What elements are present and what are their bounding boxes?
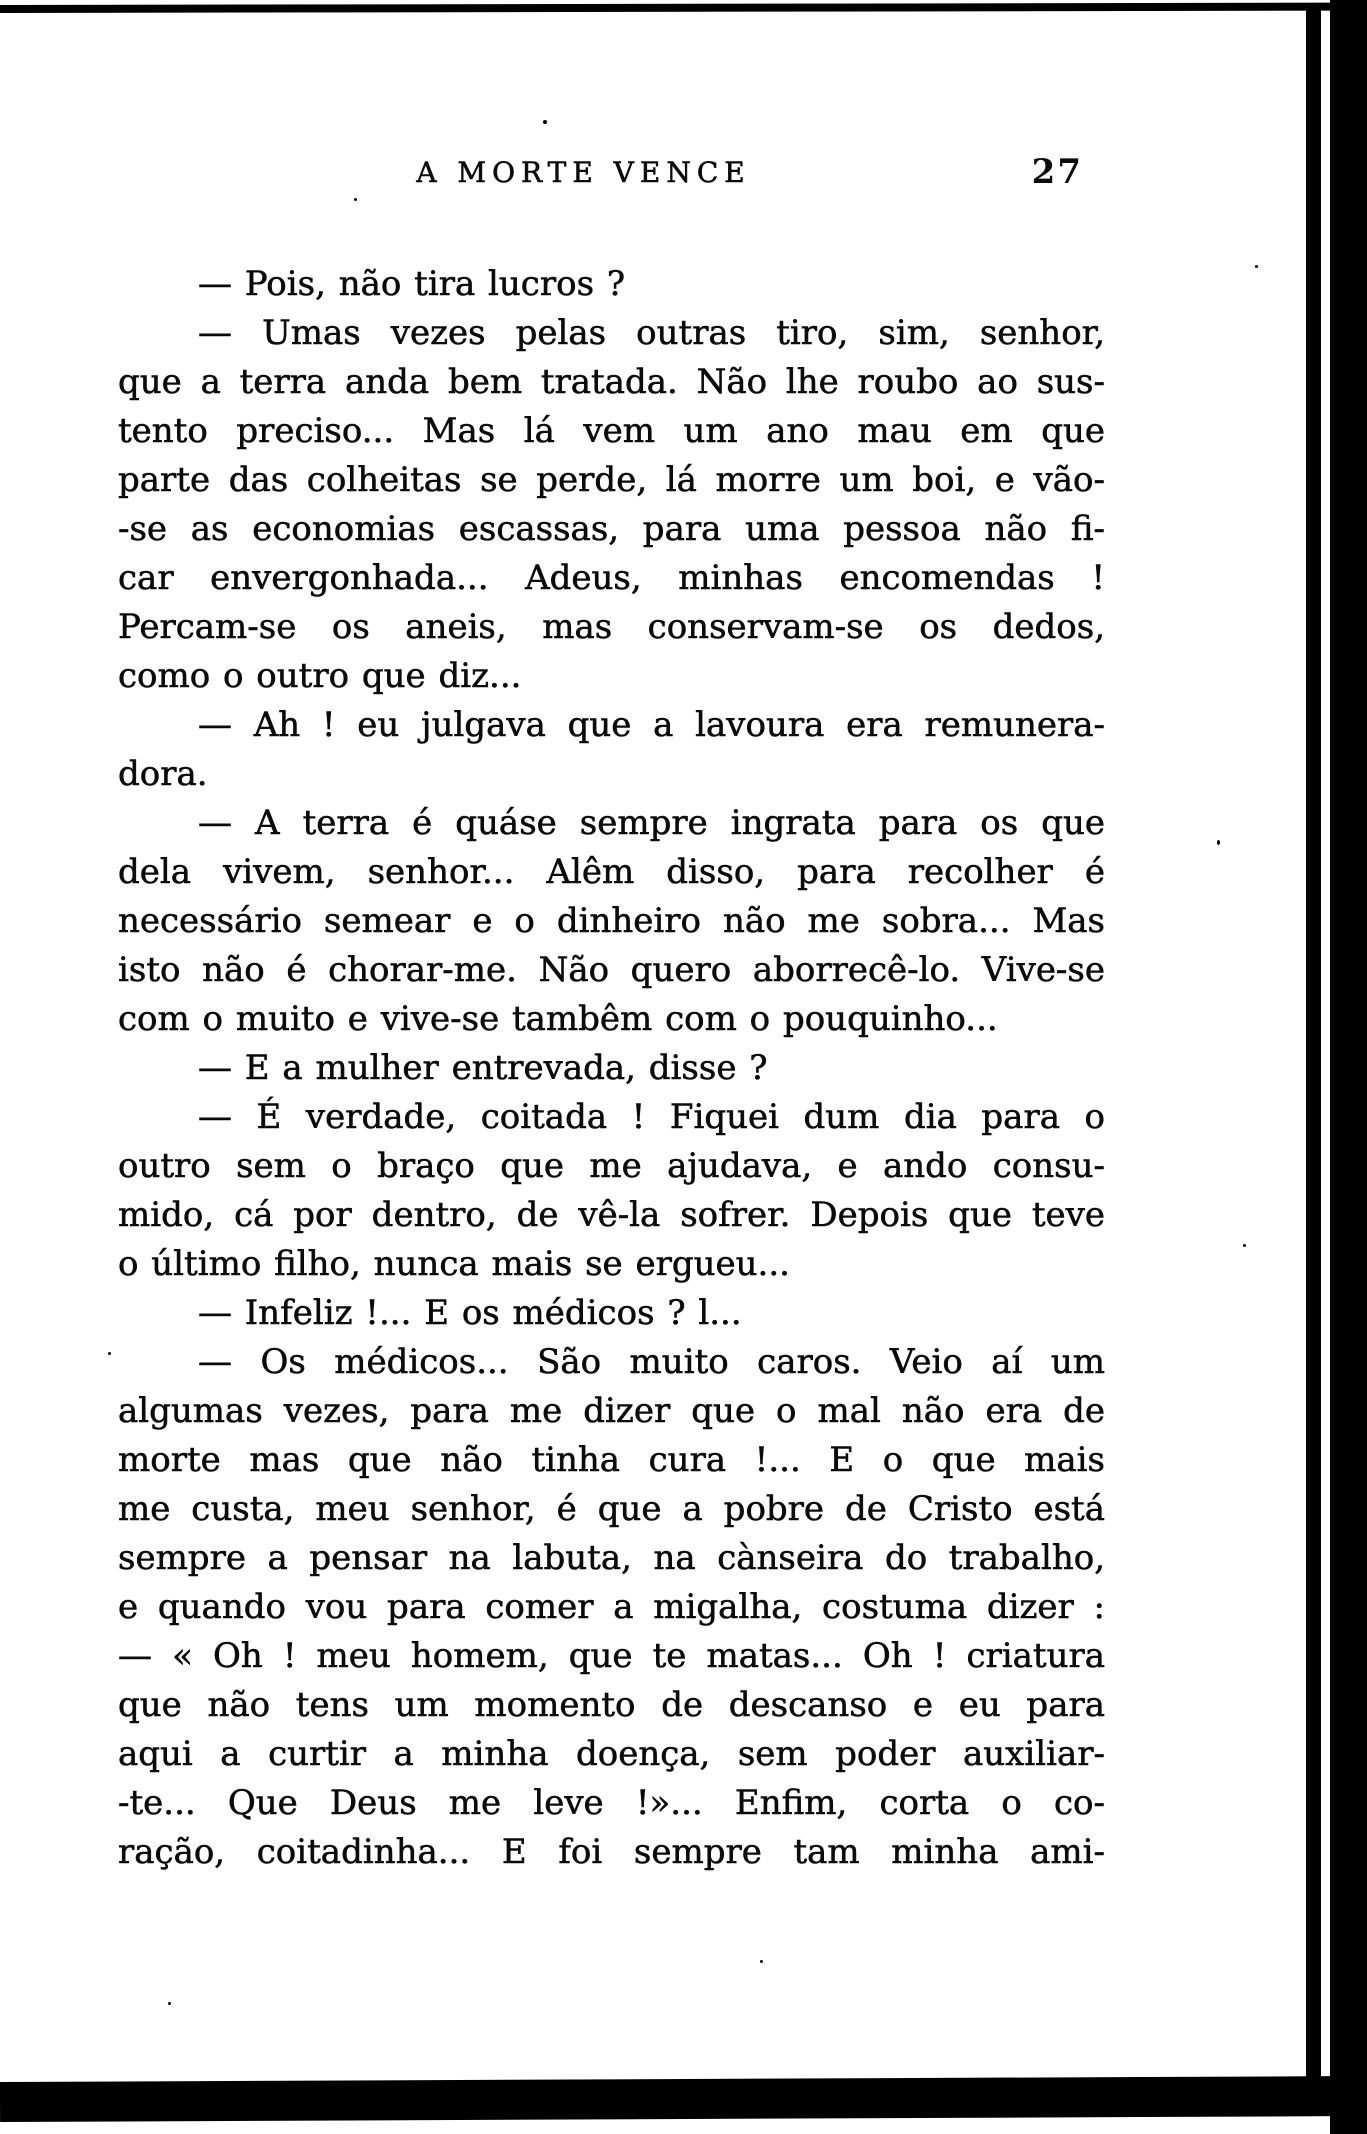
scan-speck bbox=[168, 2002, 171, 2005]
text-line: me custa, meu senhor, é que a pobre de Cristo está bbox=[118, 1489, 1105, 1529]
scan-speck bbox=[354, 198, 357, 201]
scan-speck bbox=[108, 1352, 111, 1355]
text-line: que não tens um momento de descanso e eu para bbox=[118, 1685, 1105, 1725]
text-line: dora. bbox=[118, 754, 208, 794]
scan-gutter-stripe bbox=[1306, 6, 1321, 2094]
text-line: mido, cá por dentro, de vê-la sofrer. Depois que teve bbox=[118, 1195, 1105, 1235]
text-line: Percam-se os aneis, mas conservam-se os dedos, bbox=[118, 607, 1105, 647]
text-line: — Umas vezes pelas outras tiro, sim, senhor, bbox=[198, 313, 1105, 353]
text-line: -te... Que Deus me leve !»... Enfim, corta o co- bbox=[118, 1783, 1105, 1823]
text-line: isto não é chorar-me. Não quero aborrecê-lo. Vive-se bbox=[118, 950, 1105, 990]
scan-speck bbox=[1243, 1244, 1246, 1247]
text-line: — E a mulher entrevada, disse ? bbox=[198, 1048, 768, 1088]
text-line: com o muito e vive-se tambêm com o pouquinho... bbox=[118, 999, 998, 1039]
scan-bottom-edge-bar bbox=[0, 2076, 1334, 2122]
scan-speck bbox=[760, 1960, 763, 1963]
text-line: — É verdade, coitada ! Fiquei dum dia para o bbox=[198, 1097, 1105, 1137]
text-line: — A terra é quáse sempre ingrata para os que bbox=[198, 803, 1105, 843]
text-line: car envergonhada... Adeus, minhas encomendas ! bbox=[118, 558, 1105, 598]
text-line: como o outro que diz... bbox=[118, 656, 522, 696]
scan-speck bbox=[1255, 265, 1258, 268]
scan-right-edge-bar bbox=[1330, 0, 1367, 2134]
text-line: aqui a curtir a minha doença, sem poder auxiliar- bbox=[118, 1734, 1105, 1774]
text-line: — Pois, não tira lucros ? bbox=[198, 264, 626, 304]
body-text bbox=[118, 260, 1105, 1877]
page-number: 27 bbox=[1031, 152, 1083, 192]
text-line: — Ah ! eu julgava que a lavoura era remunera- bbox=[198, 705, 1105, 745]
text-line: dela vivem, senhor... Alêm disso, para recolher é bbox=[118, 852, 1105, 892]
text-line: ração, coitadinha... E foi sempre tam minha ami- bbox=[118, 1832, 1105, 1872]
page-title: A MORTE VENCE bbox=[416, 156, 751, 189]
text-line: tento preciso... Mas lá vem um ano mau em que bbox=[118, 411, 1105, 451]
text-line: — Os médicos... São muito caros. Veio aí um bbox=[198, 1342, 1105, 1382]
scan-speck bbox=[1217, 840, 1220, 845]
running-header bbox=[118, 152, 1105, 196]
text-line: outro sem o braço que me ajudava, e ando consu- bbox=[118, 1146, 1105, 1186]
text-line: sempre a pensar na labuta, na cànseira do trabalho, bbox=[118, 1538, 1105, 1578]
text-line: o último filho, nunca mais se ergueu... bbox=[118, 1244, 790, 1284]
text-line: morte mas que não tinha cura !... E o que mais bbox=[118, 1440, 1105, 1480]
scan-top-edge-line bbox=[0, 3, 1332, 13]
text-line: parte das colheitas se perde, lá morre um boi, e vão- bbox=[118, 460, 1105, 500]
text-line: e quando vou para comer a migalha, costuma dizer : bbox=[118, 1587, 1105, 1627]
text-line: necessário semear e o dinheiro não me sobra... Mas bbox=[118, 901, 1105, 941]
text-line: — « Oh ! meu homem, que te matas... Oh ! criatura bbox=[118, 1636, 1105, 1676]
text-line: algumas vezes, para me dizer que o mal não era de bbox=[118, 1391, 1105, 1431]
text-line: — Infeliz !... E os médicos ? l... bbox=[198, 1293, 742, 1333]
text-line: -se as economias escassas, para uma pessoa não fi- bbox=[118, 509, 1105, 549]
text-line: que a terra anda bem tratada. Não lhe roubo ao sus- bbox=[118, 362, 1105, 402]
scan-speck bbox=[543, 120, 547, 124]
